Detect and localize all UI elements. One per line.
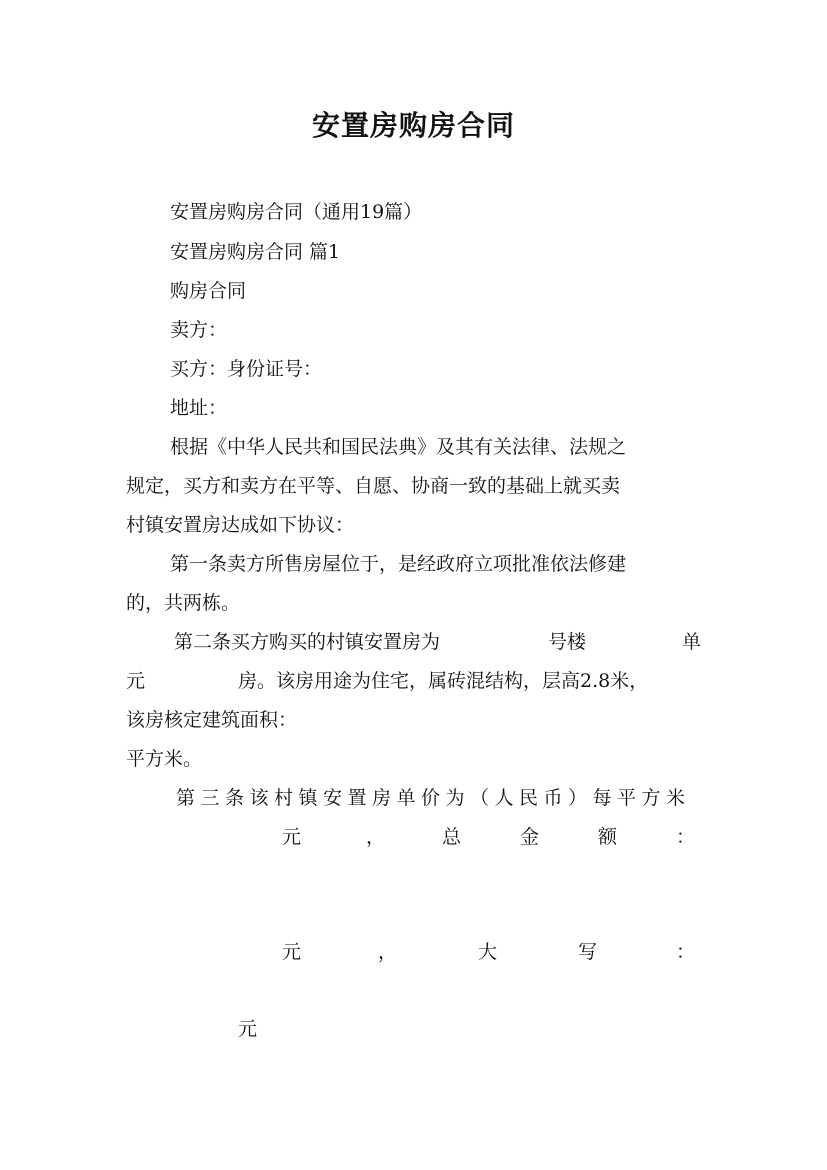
- article-3-l3-colon: ：: [676, 941, 696, 963]
- article-3-line-1: 第三条该村镇安置房单价为（人民币）每平方米: [176, 787, 691, 809]
- article-3-l2-zong: 总: [442, 826, 462, 848]
- article-3-line-4: 元: [238, 1018, 258, 1040]
- paragraph-1-line-1: 根据《中华人民共和国民法典》及其有关法律、法规之: [170, 436, 627, 458]
- seller-line: 卖方：: [170, 319, 228, 341]
- address-line: 地址：: [170, 397, 228, 419]
- title-text: 安置房购房合同: [311, 109, 515, 142]
- article-2-line-3: 该房核定建筑面积：: [126, 709, 298, 731]
- article-2-line-1-c: 单: [682, 631, 702, 653]
- contract-name: 购房合同: [170, 280, 247, 302]
- article-2-line-2-a: 元: [126, 670, 146, 692]
- article-1-line-2: 的，共两栋。: [126, 592, 241, 614]
- article-3-l3-yuan: 元: [282, 941, 302, 963]
- article-2-line-4: 平方米。: [126, 748, 203, 770]
- section-heading: 安置房购房合同 篇1: [170, 241, 341, 263]
- article-2-line-1-a: 第二条买方购买的村镇安置房为: [174, 631, 441, 653]
- article-3-l3-da: 大: [478, 941, 498, 963]
- article-3-l2-yuan: 元: [282, 826, 302, 848]
- document-title: [0, 104, 827, 144]
- paragraph-1-line-2: 规定，买方和卖方在平等、自愿、协商一致的基础上就买卖: [126, 475, 621, 497]
- article-2-line-1-b: 号楼: [548, 631, 587, 653]
- article-3-l3-comma: ，: [378, 941, 398, 963]
- article-1-line-1: 第一条卖方所售房屋位于，是经政府立项批准依法修建: [170, 553, 627, 575]
- buyer-line: 买方：身份证号：: [170, 358, 323, 380]
- article-3-l2-comma: ，: [366, 826, 386, 848]
- article-2-line-2-b: 房。该房用途为住宅，属砖混结构，层高2.8米，: [238, 670, 649, 692]
- paragraph-1-line-3: 村镇安置房达成如下协议：: [126, 514, 355, 536]
- subtitle-line: 安置房购房合同（通用19篇）: [170, 201, 423, 223]
- article-3-l2-jin: 金: [520, 826, 540, 848]
- article-3-l3-xie: 写: [578, 941, 598, 963]
- article-3-l2-colon: ：: [676, 826, 696, 848]
- article-3-l2-e: 额: [598, 826, 618, 848]
